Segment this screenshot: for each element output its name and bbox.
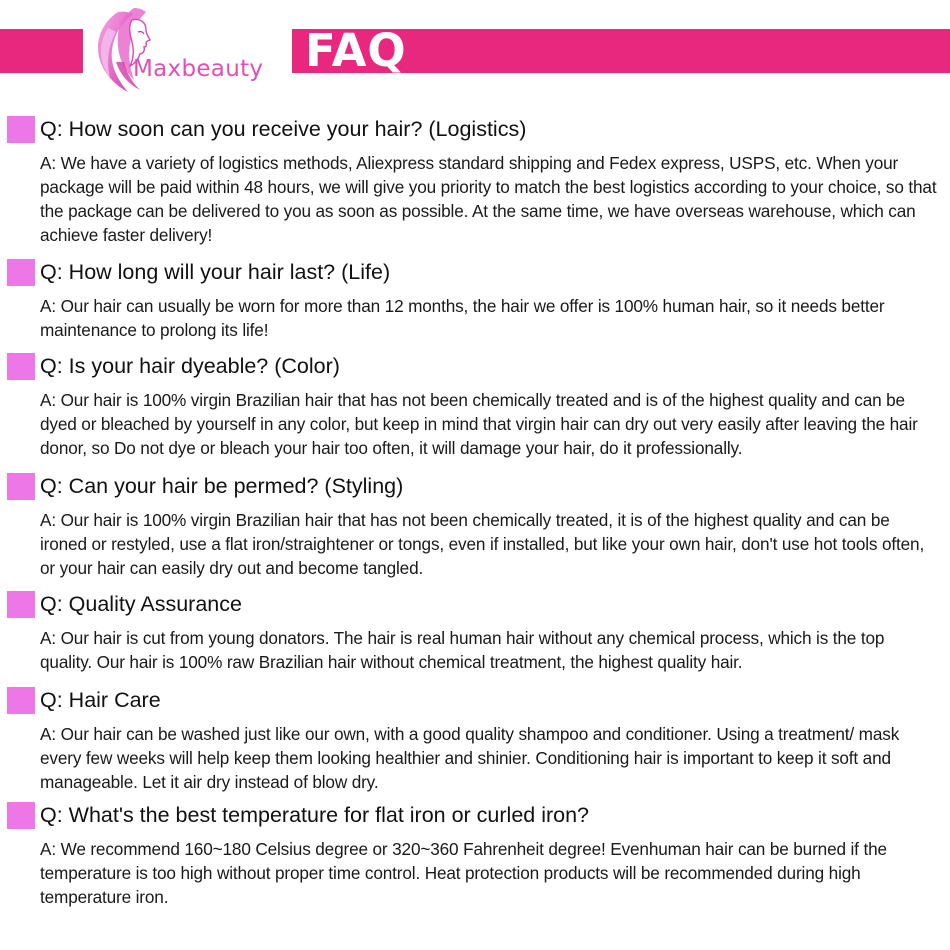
pink-square-bullet-icon bbox=[7, 353, 35, 380]
faq-question: Q: How soon can you receive your hair? (Logistics) bbox=[40, 117, 527, 141]
faq-question: Q: Is your hair dyeable? (Color) bbox=[40, 354, 340, 378]
faq-answer: A: Our hair is cut from young donators. The hair is real human hair without any chemical process, which is the top quality. Our hair is 100% raw Brazilian hair without chemical treatment, the highest quality hair. bbox=[40, 628, 885, 672]
page-title: FAQ bbox=[305, 24, 407, 77]
pink-square-bullet-icon bbox=[7, 116, 35, 143]
pink-square-bullet-icon bbox=[7, 473, 35, 500]
faq-answer: A: Our hair can usually be worn for more than 12 months, the hair we offer is 100% human hair, so it needs better maintenance to prolong its life! bbox=[40, 296, 885, 340]
header-band-left bbox=[0, 29, 83, 73]
faq-question: Q: How long will your hair last? (Life) bbox=[40, 260, 391, 284]
faq-answer: A: We have a variety of logistics methods, Aliexpress standard shipping and Fedex express, USPS, etc. When your package will be paid within 48 hours, we will give you priority to match the best logistics according to your choice, so that the package can be delivered to you as soon as possible. At the same time, we have overseas warehouse, which can achieve faster delivery! bbox=[40, 153, 937, 245]
pink-square-bullet-icon bbox=[7, 259, 35, 286]
pink-square-bullet-icon bbox=[7, 687, 35, 714]
faq-answer: A: Our hair can be washed just like our own, with a good quality shampoo and conditioner. Using a treatment/ mask every few weeks will help keep them looking healthier and shinier. Conditioning hair is important to keep it soft and manageable. Let it air dry instead of blow dry. bbox=[40, 724, 900, 792]
faq-question: Q: Hair Care bbox=[40, 688, 161, 712]
faq-question: Q: Quality Assurance bbox=[40, 592, 242, 616]
pink-square-bullet-icon bbox=[7, 591, 35, 618]
faq-answer: A: Our hair is 100% virgin Brazilian hair that has not been chemically treated, it is of the highest quality and can be ironed or restyled, use a flat iron/straightener or tongs, even if installed, but like your own hair, don't use hot tools often, or your hair can easily dry out and become tangled. bbox=[40, 510, 925, 578]
faq-answer: A: We recommend 160~180 Celsius degree or 320~360 Fahrenheit degree! Evenhuman hair can be burned if the temperature is too high without proper time control. Heat protection products will be recommended during high temperature iron. bbox=[40, 839, 887, 907]
pink-square-bullet-icon bbox=[7, 802, 35, 829]
faq-question: Q: What's the best temperature for flat iron or curled iron? bbox=[40, 803, 590, 827]
faq-question: Q: Can your hair be permed? (Styling) bbox=[40, 474, 404, 498]
faq-answer: A: Our hair is 100% virgin Brazilian hair that has not been chemically treated and is of the highest quality and can be dyed or bleached by yourself in any color, but keep in mind that virgin hair can dry out very easily after leaving the hair donor, so Do not dye or bleach your hair too often, it will damage your hair, do it professionally. bbox=[40, 390, 918, 458]
brand-name: Maxbeauty bbox=[133, 56, 264, 82]
